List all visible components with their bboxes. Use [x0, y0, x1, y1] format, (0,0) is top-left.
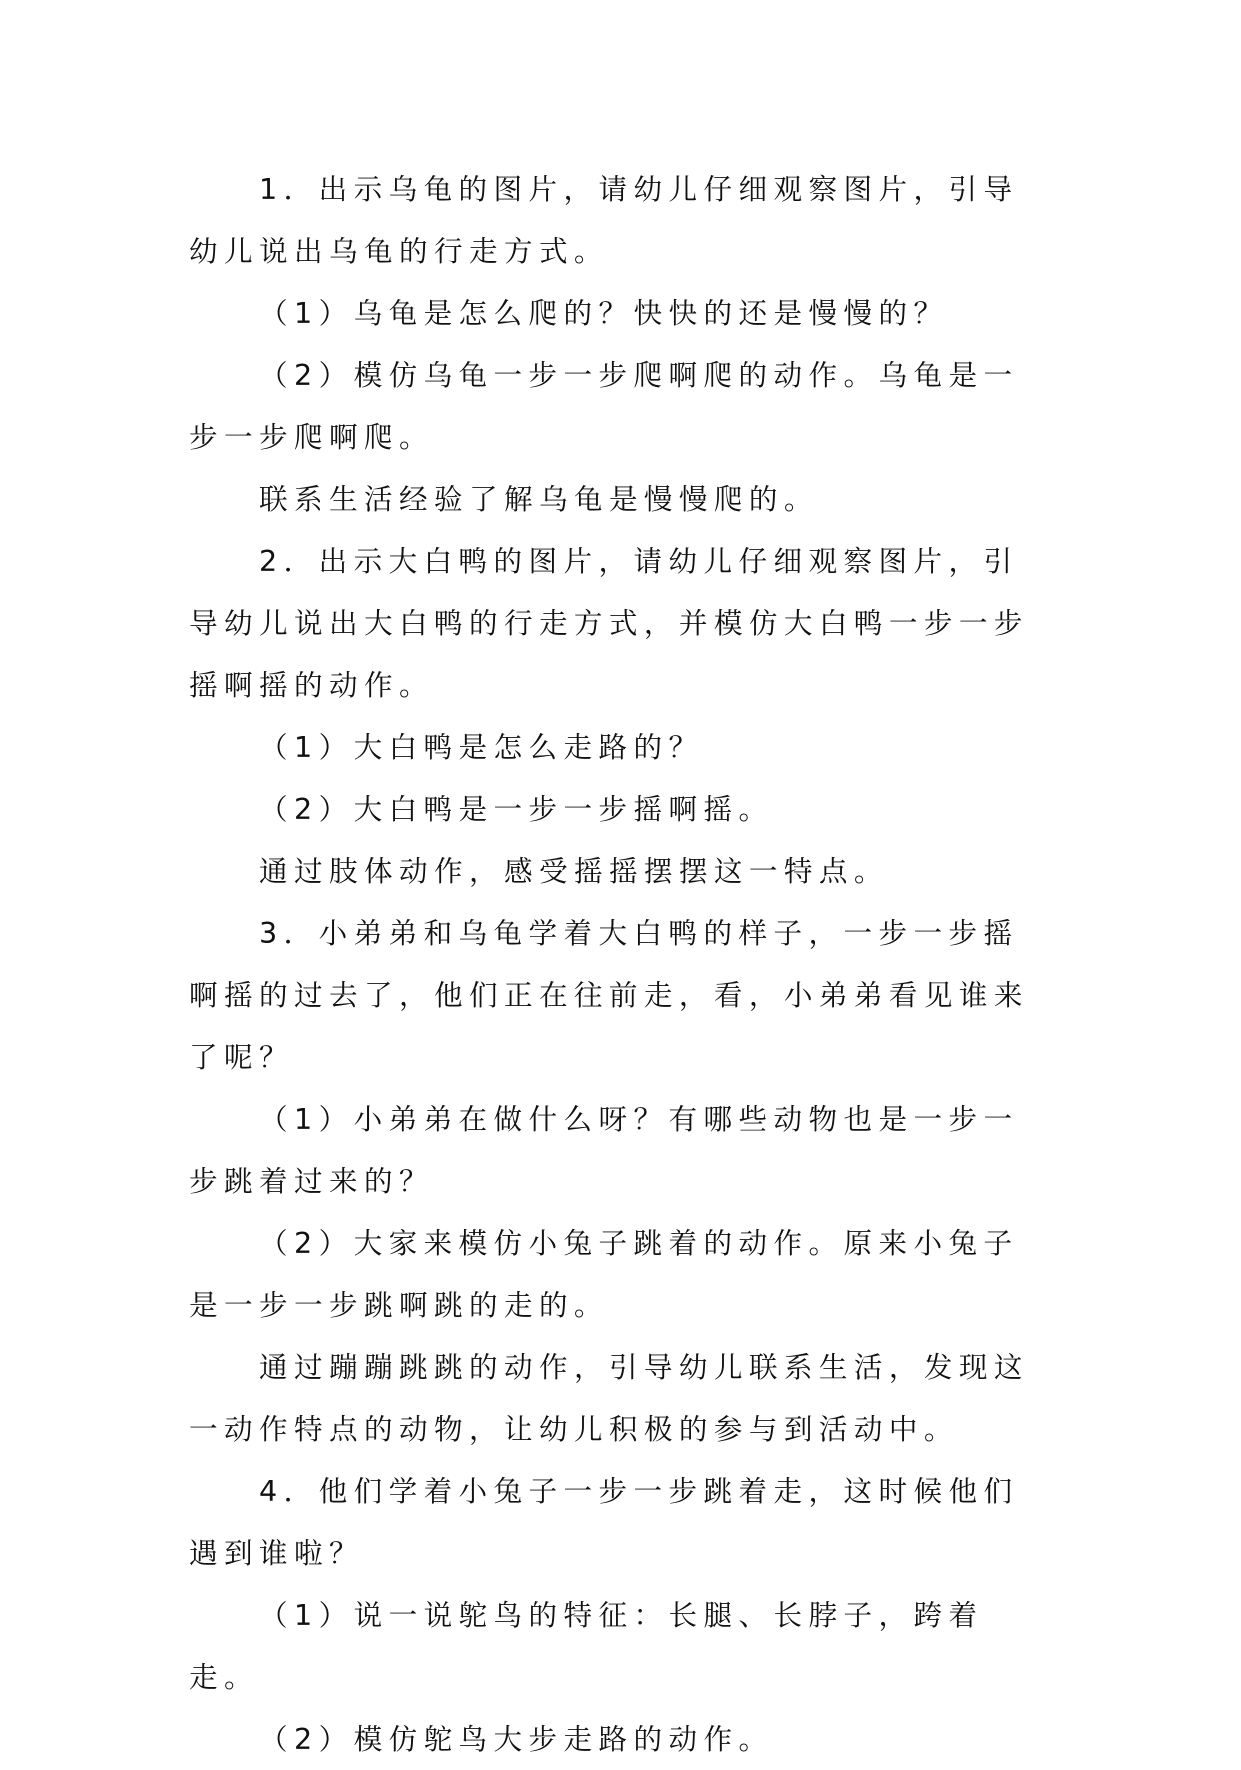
paragraph-step-3-question-1: （1）小弟弟在做什么呀？有哪些动物也是一步一步跳着过来的？ [189, 1102, 1019, 1198]
paragraph-step-4-question-2: （2）模仿鸵鸟大步走路的动作。 [259, 1722, 774, 1756]
paragraph-step-2: 2．出示大白鸭的图片，请幼儿仔细观察图片，引导幼儿说出大白鸭的行走方式，并模仿大白鸭一步一步摇啊摇的动作。 [189, 544, 1029, 702]
paragraph-step-3-question-2: （2）大家来模仿小兔子跳着的动作。原来小兔子是一步一步跳啊跳的走的。 [189, 1226, 1019, 1322]
paragraph-step-1-question-1: （1）乌龟是怎么爬的？快快的还是慢慢的？ [259, 296, 949, 330]
document-body [189, 158, 1052, 1770]
paragraph-step-1-question-2: （2）模仿乌龟一步一步爬啊爬的动作。乌龟是一步一步爬啊爬。 [189, 358, 1019, 454]
paragraph-step-2-question-1: （1）大白鸭是怎么走路的？ [259, 730, 704, 764]
paragraph-step-3: 3．小弟弟和乌龟学着大白鸭的样子，一步一步摇啊摇的过去了，他们正在往前走，看，小弟弟看见谁来了呢？ [189, 916, 1029, 1074]
paragraph-step-2-note: 通过肢体动作，感受摇摇摆摆这一特点。 [259, 854, 889, 888]
paragraph-step-4: 4．他们学着小兔子一步一步跳着走，这时候他们遇到谁啦？ [189, 1474, 1019, 1570]
paragraph-step-4-question-1: （1）说一说鸵鸟的特征：长腿、长脖子，跨着走。 [189, 1598, 984, 1694]
paragraph-step-3-note: 通过蹦蹦跳跳的动作，引导幼儿联系生活，发现这一动作特点的动物，让幼儿积极的参与到活动中。 [189, 1350, 1029, 1446]
paragraph-step-1: 1．出示乌龟的图片，请幼儿仔细观察图片，引导幼儿说出乌龟的行走方式。 [189, 172, 1019, 268]
paragraph-step-2-question-2: （2）大白鸭是一步一步摇啊摇。 [259, 792, 774, 826]
paragraph-step-1-note: 联系生活经验了解乌龟是慢慢爬的。 [259, 482, 819, 516]
